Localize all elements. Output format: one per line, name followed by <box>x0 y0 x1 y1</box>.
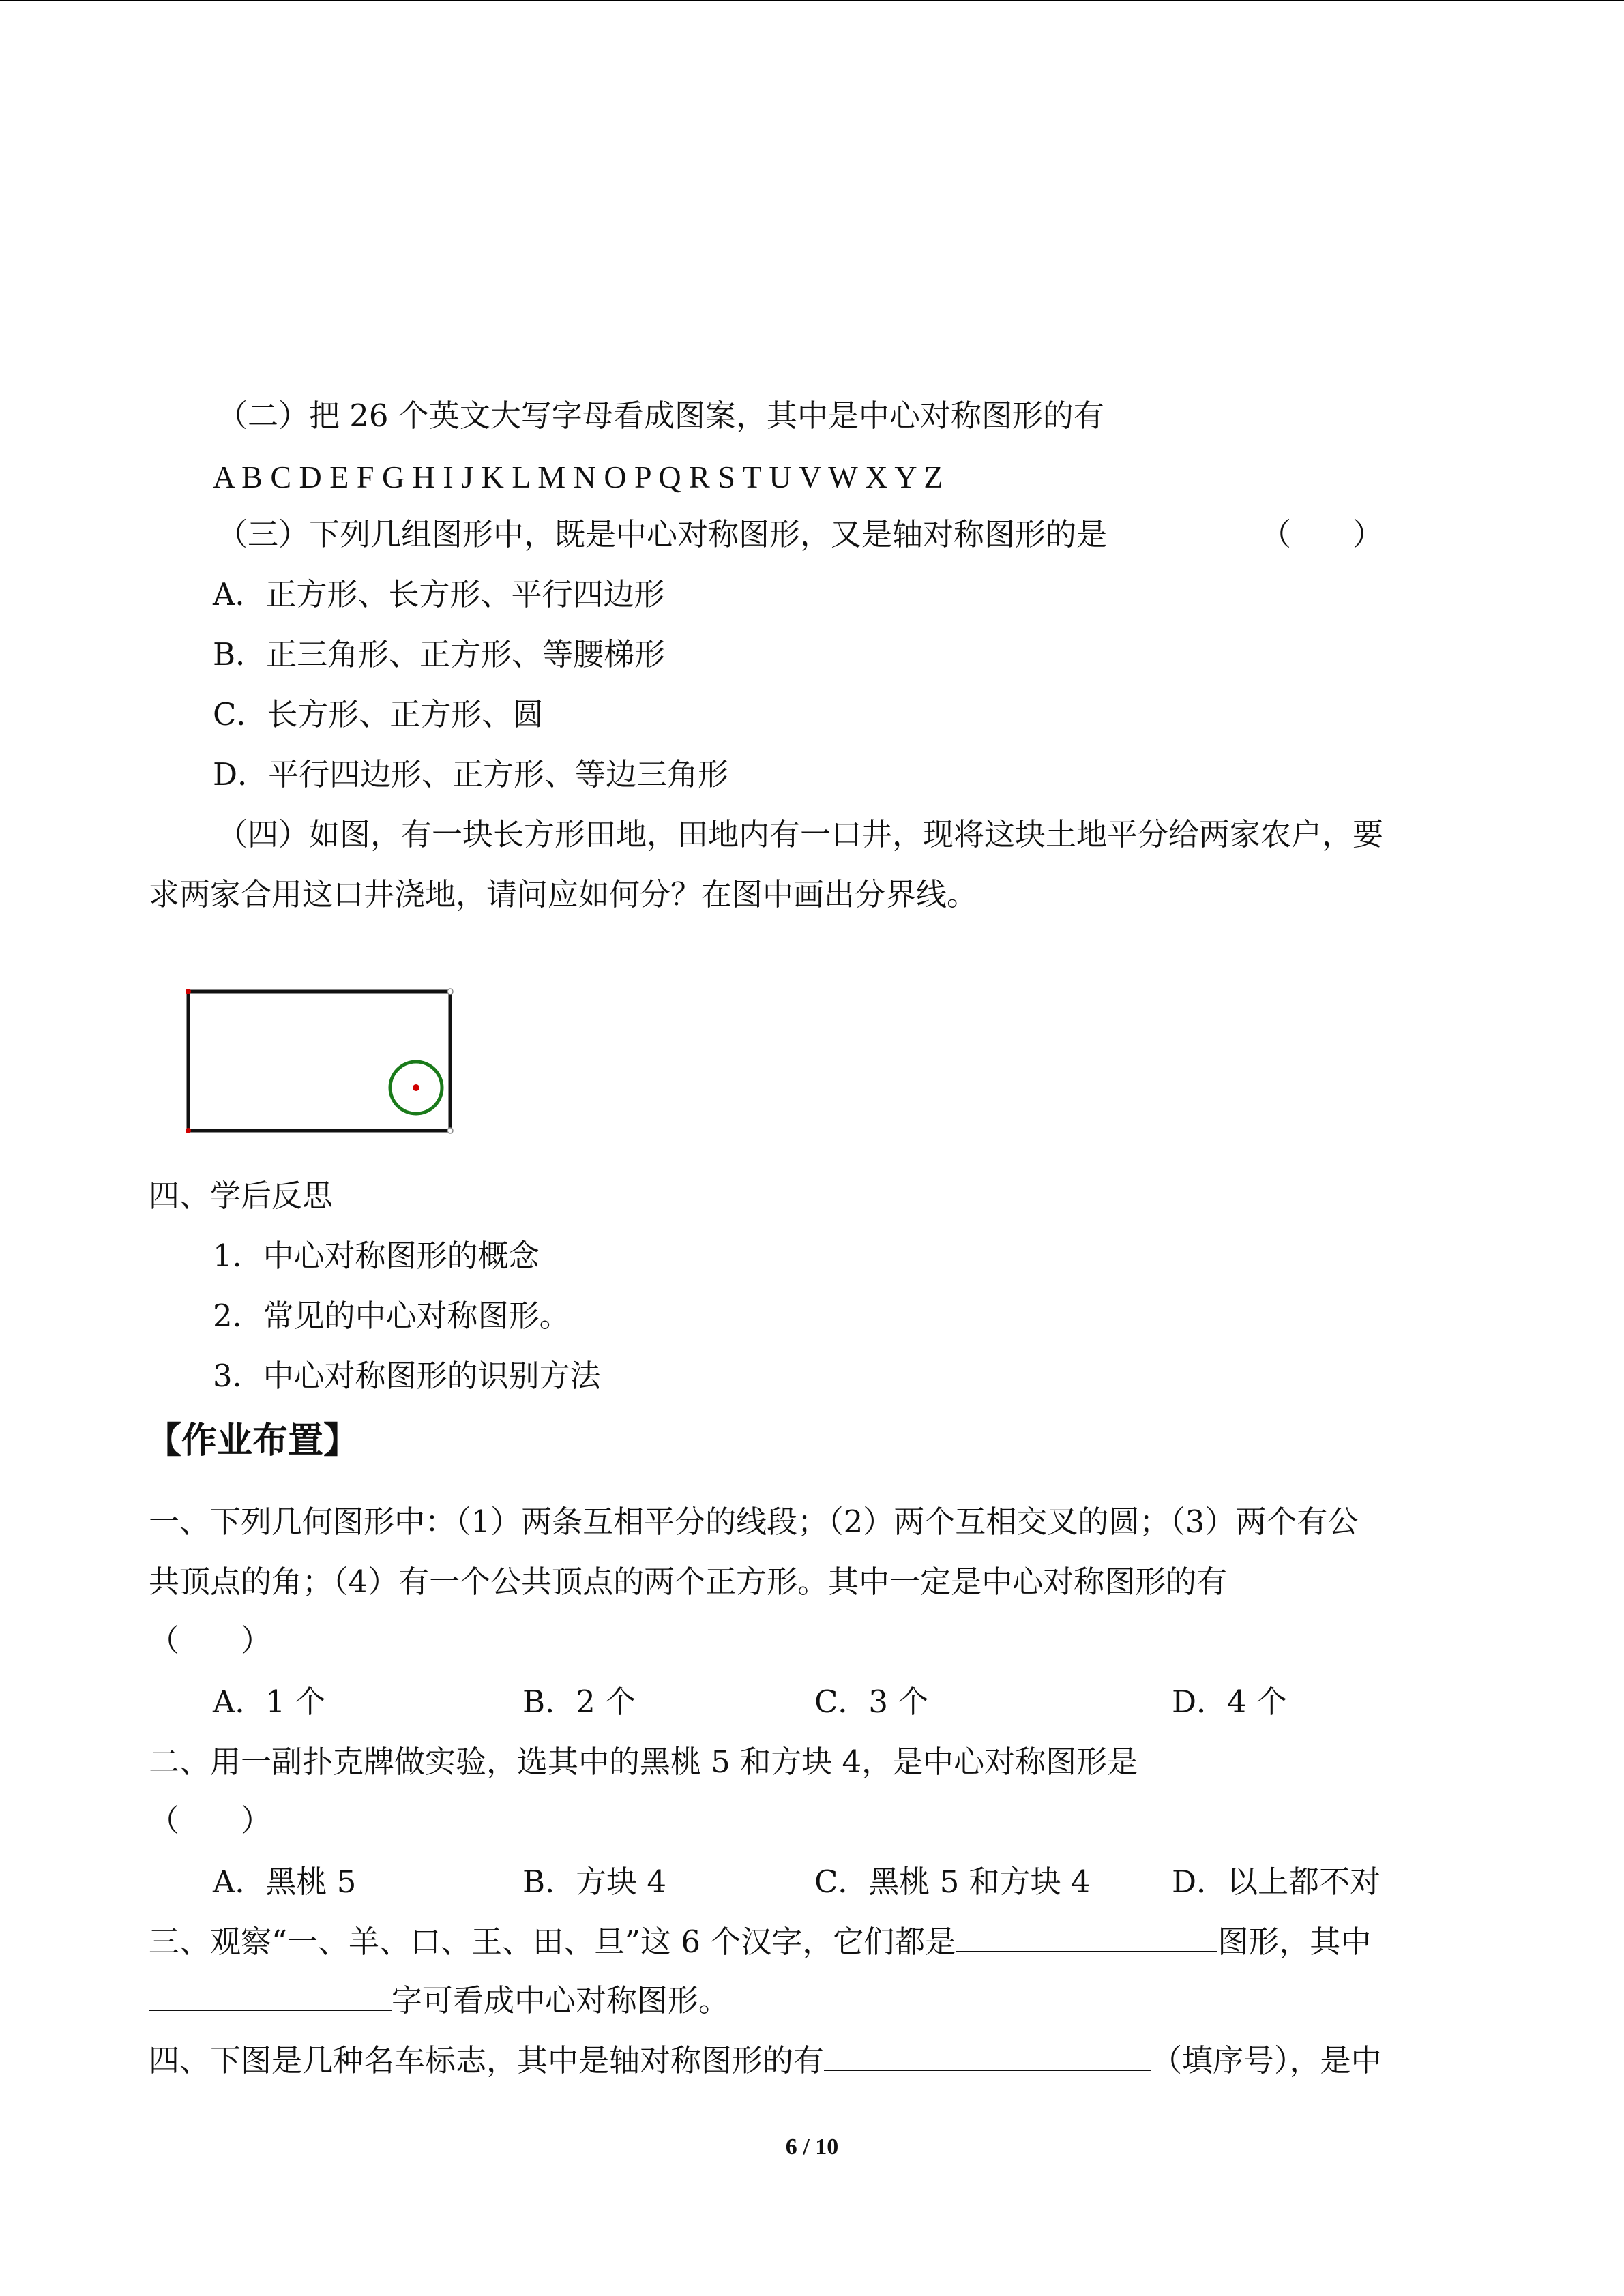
hw3-blank-2[interactable] <box>149 1982 392 2011</box>
hw2-answer-paren: （ ） <box>149 1802 272 1838</box>
q3-option-d: D．平行四边形、正方形、等边三角形 <box>213 756 729 792</box>
q3-option-c: C．长方形、正方形、圆 <box>213 696 544 732</box>
hw1-option-d: D．4 个 <box>1172 1684 1288 1720</box>
q4-line-2: 求两家合用这口井浇地，请问应如何分？在图中画出分界线。 <box>149 876 978 912</box>
q3-option-a: A．正方形、长方形、平行四边形 <box>213 576 665 612</box>
hw3-text-part-2: 图形，其中 <box>1217 1924 1372 1960</box>
hw1-option-c: C．3 个 <box>814 1684 929 1720</box>
q3-answer-paren: （ ） <box>1260 516 1384 552</box>
hw1-line-2: 共顶点的角；（4）有一个公共顶点的两个正方形。其中一定是中心对称图形的有 <box>149 1564 1228 1600</box>
hw3-blank-1[interactable] <box>956 1924 1217 1952</box>
corner-point-bottom-left <box>186 1128 191 1133</box>
field-diagram-svg <box>179 982 458 1139</box>
hw3-line-1 <box>149 1923 1371 1961</box>
q2-intro: （二）把 26 个英文大写字母看成图案，其中是中心对称图形的有 <box>217 398 1104 434</box>
hw4-line-1 <box>149 2042 1382 2080</box>
hw1-line-1: 一、下列几何图形中：（1）两条互相平分的线段；（2）两个互相交叉的圆；（3）两个有公 <box>149 1504 1359 1540</box>
hw2-option-d: D．以上都不对 <box>1172 1864 1381 1900</box>
hw1-answer-paren: （ ） <box>149 1622 272 1658</box>
hw4-blank-1[interactable] <box>824 2042 1151 2071</box>
hw2-option-a: A．黑桃 5 <box>213 1864 357 1900</box>
corner-point-bottom-right <box>447 1128 453 1133</box>
reflection-title: 四、学后反思 <box>149 1178 334 1214</box>
hw4-text-part-1: 四、下图是几种名车标志，其中是轴对称图形的有 <box>149 2042 825 2078</box>
field-diagram <box>179 982 458 1142</box>
q3-option-b: B．正三角形、正方形、等腰梯形 <box>213 636 666 672</box>
hw2-option-b: B．方块 4 <box>522 1864 667 1900</box>
q4-line-1: （四）如图，有一块长方形田地，田地内有一口井，现将这块土地平分给两家农户，要 <box>217 816 1384 852</box>
well-center-point <box>413 1084 419 1091</box>
homework-heading: 【作业布置】 <box>146 1420 359 1461</box>
hw1-option-a: A．1 个 <box>213 1684 326 1720</box>
hw3-text-part-3: 字可看成中心对称图形。 <box>392 1982 730 2018</box>
reflection-item-1: 1．中心对称图形的概念 <box>213 1238 540 1274</box>
hw3-text-part-1: 三、观察“一、羊、口、王、田、旦”这 6 个汉字，它们都是 <box>149 1924 956 1960</box>
q2-letters: A B C D E F G H I J K L M N O P Q R S T U V W X Y Z <box>213 460 943 494</box>
hw4-text-part-2: （填序号），是中 <box>1151 2042 1382 2078</box>
page-number: 6 / 10 <box>785 2134 839 2160</box>
hw1-option-b: B．2 个 <box>522 1684 636 1720</box>
hw2-line-1: 二、用一副扑克牌做实验，选其中的黑桃 5 和方块 4，是中心对称图形是 <box>149 1744 1138 1780</box>
reflection-item-2: 2．常见的中心对称图形。 <box>213 1298 570 1334</box>
corner-point-top-right <box>447 989 453 994</box>
reflection-item-3: 3．中心对称图形的识别方法 <box>213 1358 601 1394</box>
hw3-line-2 <box>149 1982 729 2020</box>
page-top-border <box>0 0 1624 1</box>
corner-point-top-left <box>186 989 191 994</box>
hw2-option-c: C．黑桃 5 和方块 4 <box>814 1864 1091 1900</box>
q3-intro: （三）下列几组图形中，既是中心对称图形，又是轴对称图形的是 <box>217 516 1108 552</box>
